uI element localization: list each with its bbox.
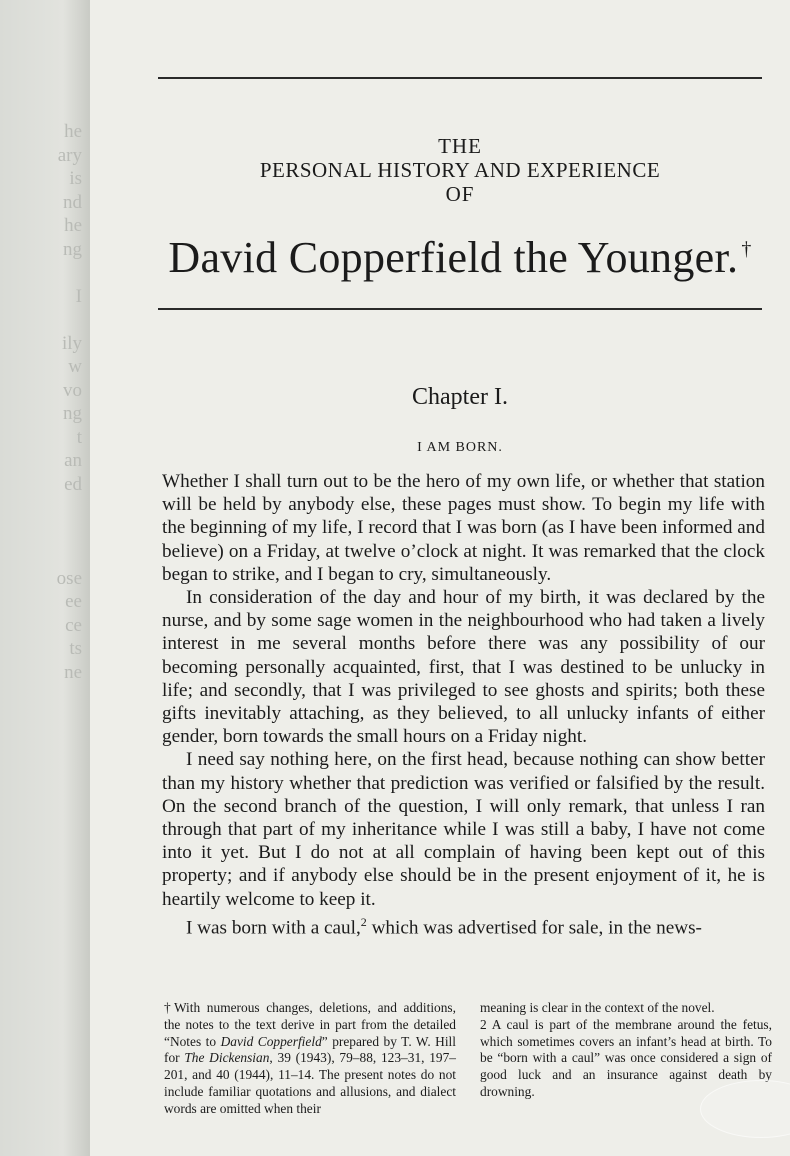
- facing-page-fragment: ee: [65, 591, 82, 612]
- facing-page-fragment: vo: [63, 379, 82, 401]
- facing-page-fragment: he: [64, 121, 82, 142]
- facing-page-fragment: he: [64, 215, 82, 236]
- title-bottom-rule: [158, 308, 762, 310]
- footnote-caul: 2 A caul is part of the membrane around the fetus, which sometimes covers an infant’s head at birth. To be “born with a caul” was once considered a sign of good luck and an insurance against death by drowning.: [480, 1016, 772, 1099]
- facing-page-fragment: ed: [64, 473, 82, 495]
- facing-page-fragment: nd: [63, 191, 82, 213]
- facing-page-fragment: an: [64, 450, 82, 471]
- footnote-dagger: [164, 1000, 456, 1118]
- show-through-header: [160, 2, 760, 26]
- title-dagger-note: †: [741, 238, 752, 260]
- footnote-dagger-italic-title: David Copperfield: [220, 1033, 322, 1049]
- footnote-dagger-part-a: †With numerous changes, deletions, and additions, the notes to the text derive in part from the detailed “Notes to: [164, 1000, 456, 1049]
- chapter-subheading: I AM BORN.: [417, 440, 503, 455]
- title-subtitle: PERSONAL HISTORY AND EXPERIENCE: [259, 158, 661, 182]
- title-top-rule: [158, 77, 762, 79]
- paragraph-4-end: which was advertised for sale, in the news-: [366, 917, 702, 939]
- facing-page-fragment: ily: [61, 332, 82, 354]
- facing-page-fragment: ng: [63, 238, 82, 260]
- book-title: [158, 232, 762, 283]
- chapter-body: [162, 470, 765, 939]
- facing-page-fragment: [22, 308, 82, 332]
- book-title-text: David Copperfield the Younger.: [168, 233, 739, 282]
- title-the: THE: [438, 134, 482, 158]
- facing-page-fragment: ng: [63, 403, 82, 424]
- facing-page-fragment: I: [75, 285, 82, 307]
- facing-page-fragment: ce: [65, 614, 82, 636]
- paragraph-4-start: I was born with a caul,: [186, 917, 361, 939]
- facing-page-text-fragments: [22, 120, 82, 684]
- paragraph-1: Whether I shall turn out to be the hero of my own life, or whether that station will be held by anybody else, these pages must show. To begin my life with the beginning of my life, I record that I was born (as I have been informed and believe) on a Friday, at twelve o’clock at night. It was remarked that the clock began to strike, and I began to cry, simultaneously.: [162, 471, 765, 585]
- footnote-ref-2: 2: [360, 914, 367, 929]
- footnote-dagger-part-c: , 39 (1943), 79–88, 123–31, 197–201, and 40 (1944), 11–14. The present notes do not include familiar quotations and allusions, and dialect words are omitted when their: [164, 1050, 457, 1116]
- paragraph-4: [162, 911, 765, 940]
- footnote-dagger-part-b: ” prepared by T. W. Hill for: [164, 1033, 457, 1066]
- chapter-heading: Chapter I.: [412, 384, 508, 410]
- footnote-dagger-italic-journal: The Dickensian: [184, 1050, 270, 1066]
- title-of: OF: [445, 182, 475, 206]
- facing-page-fragment: ts: [69, 638, 82, 659]
- facing-page-fragment: ose: [56, 567, 82, 589]
- footnote-dagger-continuation: meaning is clear in the context of the novel.: [480, 1000, 715, 1015]
- facing-page-fragment: ary: [57, 144, 82, 166]
- facing-page-fragment: [22, 543, 82, 567]
- book-page: [90, 0, 790, 1156]
- facing-page-edge: [0, 0, 90, 1156]
- facing-page-fragment: is: [69, 168, 82, 189]
- facing-page-fragment: ne: [64, 661, 82, 683]
- paragraph-2: In consideration of the day and hour of my birth, it was declared by the nurse, and by some sage women in the neighbourhood who had taken a lively interest in me several months before there was any possibility of our becoming personally acquainted, first, that I was destined to be unlucky in life; and secondly, that I was privileged to see ghosts and spirits; both these gifts inevitably attaching, as they believed, to all unlucky infants of either gender, born towards the small hours on a Friday night.: [162, 587, 765, 748]
- facing-page-fragment: [22, 520, 82, 544]
- paragraph-3: I need say nothing here, on the first head, because nothing can show better than my history whether that prediction was verified or falsified by the result. On the second branch of the question, I will only remark, that unless I ran through that part of my inheritance while I was still a baby, I have not come into it yet. But I do not at all complain of having been kept out of this property; and if anybody else should be in the present enjoyment of it, he is heartily welcome to keep it.: [162, 749, 765, 910]
- facing-page-fragment: t: [76, 426, 82, 448]
- facing-page-fragment: [22, 261, 82, 285]
- facing-page-fragment: w: [68, 356, 82, 377]
- facing-page-fragment: [22, 496, 82, 520]
